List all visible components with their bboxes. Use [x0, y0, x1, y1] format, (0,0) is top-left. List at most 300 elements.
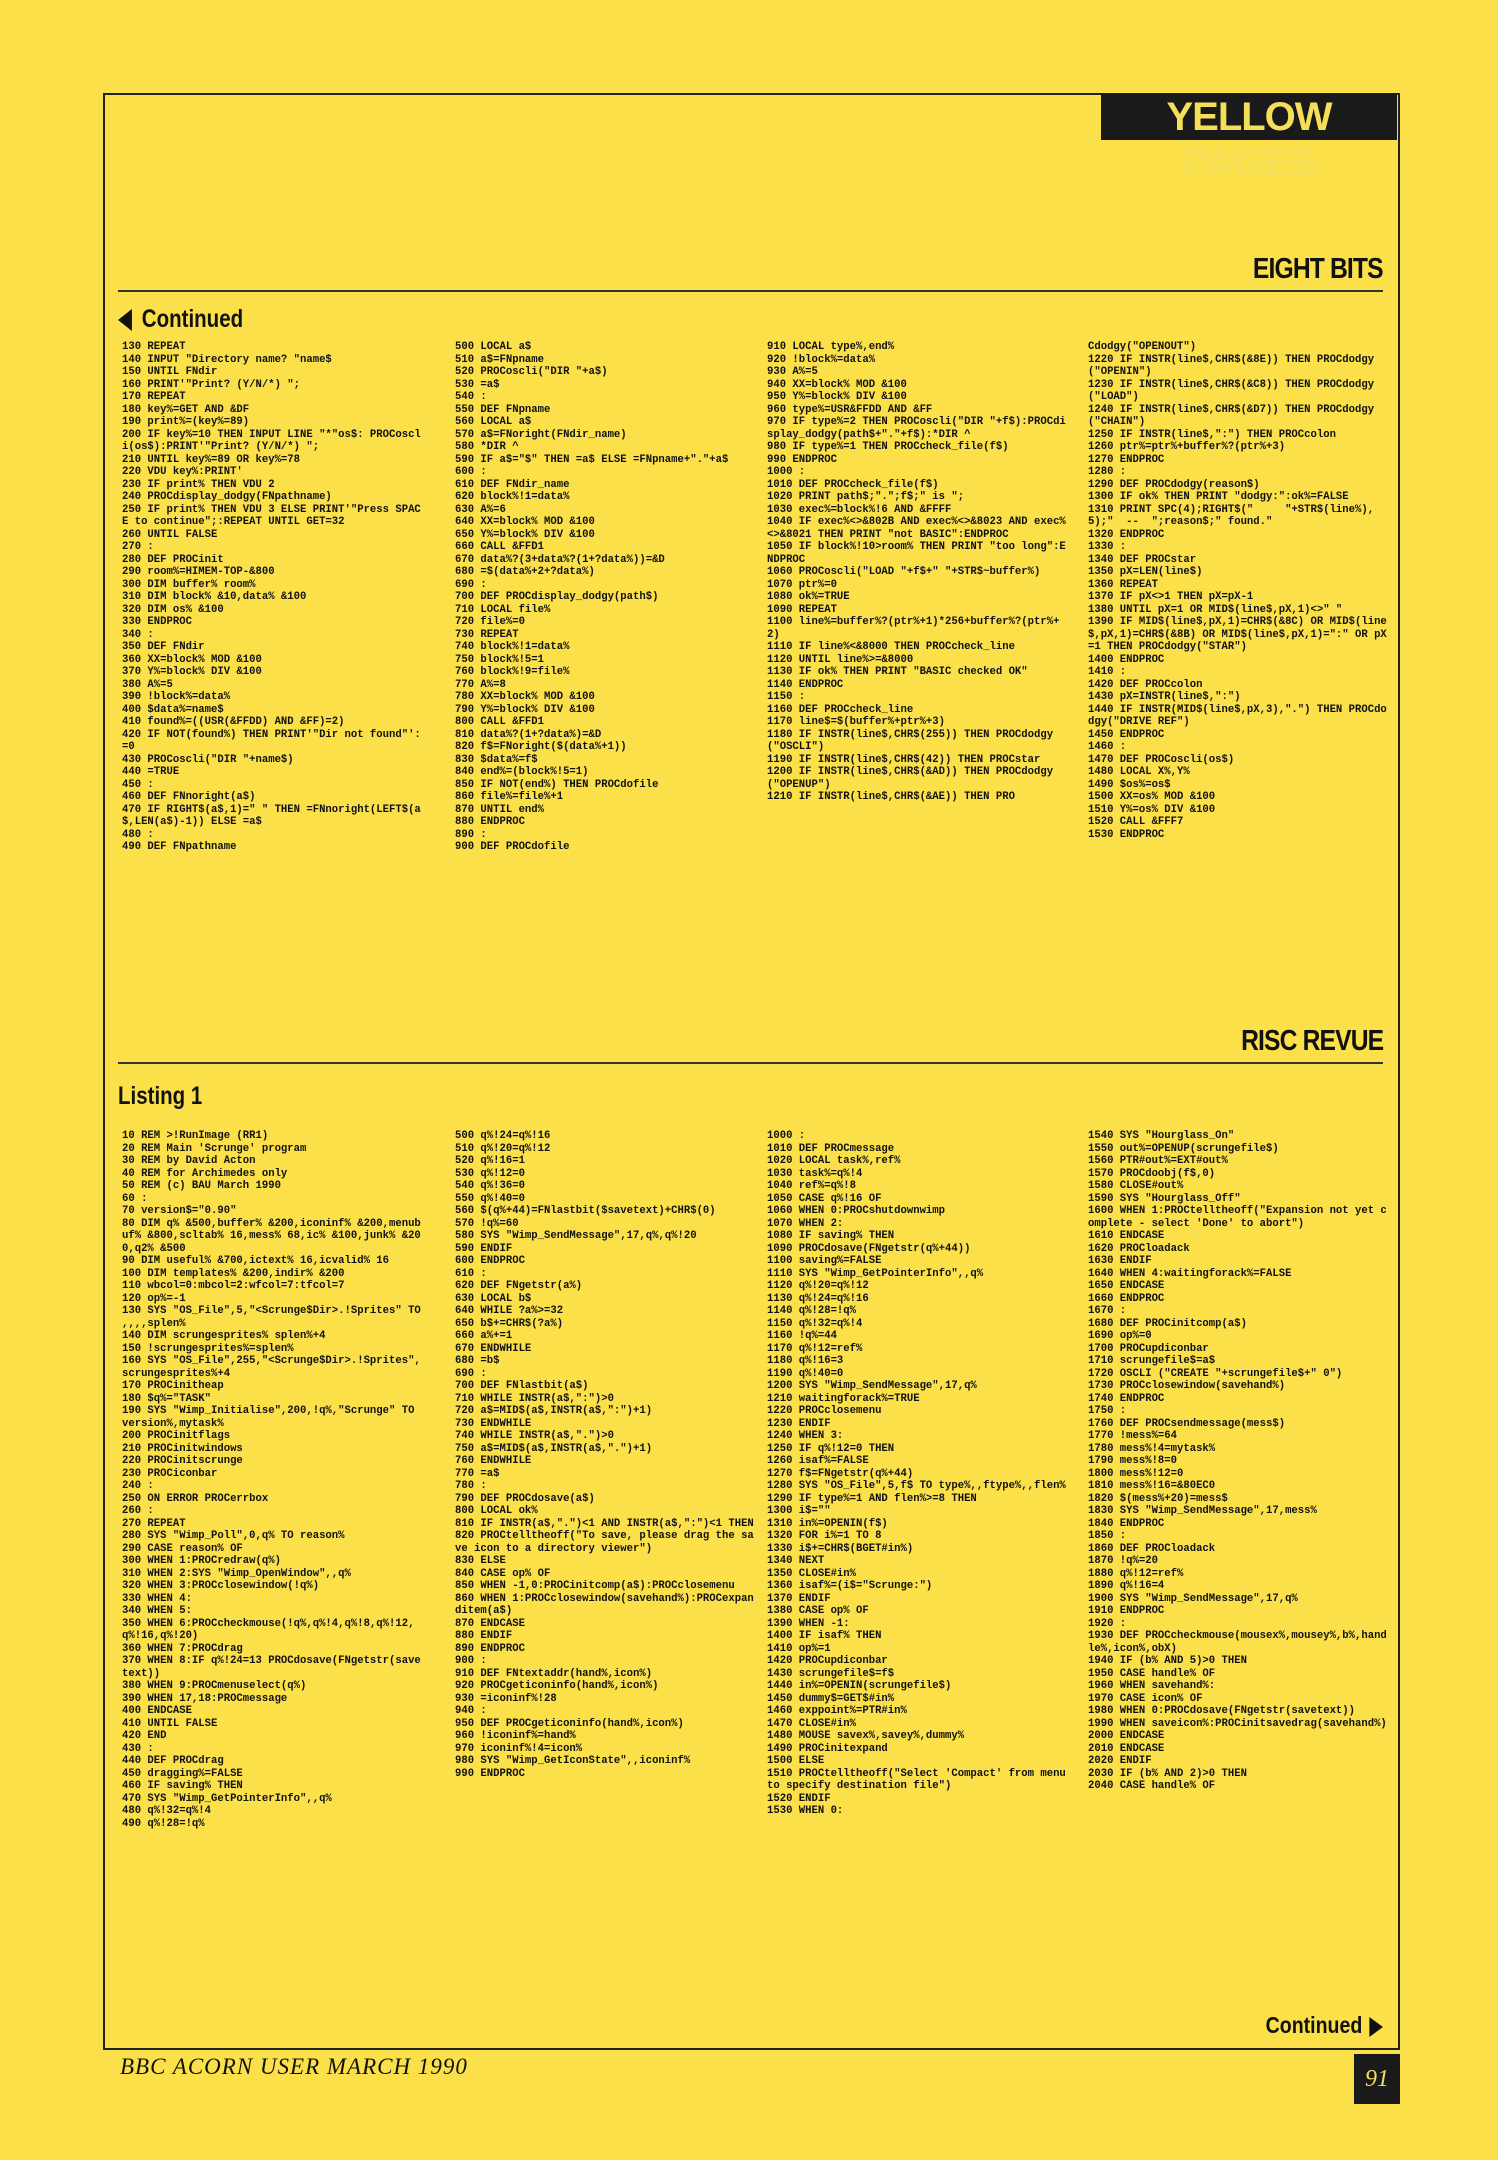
code-line: 1840 ENDPROC [1088, 1517, 1165, 1530]
code-line: 1410 : [1088, 666, 1127, 678]
code-line: 180 key%=GET AND &DF [122, 403, 250, 416]
code-line: 1080 ok%=TRUE [767, 591, 850, 603]
code-line: 790 DEF PROCdosave(a$) [455, 1492, 595, 1505]
code-line: 1510 Y%=os% DIV &100 [1088, 803, 1216, 816]
code-line: 1210 waitingforack%=TRUE [767, 1392, 920, 1405]
code-line: 490 q%!28=!q% [122, 1817, 205, 1830]
code-line: 390 !block%=data% [122, 691, 231, 703]
code-line: 890 : [455, 828, 487, 841]
code-line: 1180 IF INSTR(line$,CHR$(255)) THEN PROCdodgy("OSCLI") [767, 728, 1054, 753]
listing-heading: Listing 1 [118, 1082, 203, 1110]
code-line: 1880 q%!12=ref% [1088, 1567, 1184, 1580]
code-line: 400 $data%=name$ [122, 703, 224, 716]
continued-footer [1266, 2012, 1383, 2039]
code-line: 430 : [122, 1742, 154, 1755]
code-line: 570 a$=FNoright(FNdir_name) [455, 428, 627, 441]
code-line: 740 block%!1=data% [455, 641, 570, 653]
code-line: 1930 DEF PROCcheckmouse(mousex%,mousey%,b%,handle%,icon%,obX) [1088, 1630, 1387, 1655]
code-line: 330 ENDPROC [122, 616, 192, 628]
code-line: 1440 IF INSTR(MID$(line$,pX,3),".") THEN PROCdodgy("DRIVE REF") [1088, 703, 1387, 728]
code-line: 1190 q%!40=0 [767, 1367, 844, 1380]
code-line: 650 Y%=block% DIV &100 [455, 528, 595, 541]
code-line: 720 file%=0 [455, 616, 525, 628]
code-line: 1080 IF saving% THEN [767, 1230, 895, 1242]
code-line: 300 DIM buffer% room% [122, 578, 256, 591]
code-line: 1280 : [1088, 466, 1127, 478]
code-line: 930 =iconinf%!28 [455, 1692, 557, 1705]
code-line: 1200 IF INSTR(line$,CHR$(&AD)) THEN PROCdodgy("OPENUP") [767, 766, 1054, 791]
code-line: 1370 IF pX<>1 THEN pX=pX-1 [1088, 591, 1254, 603]
code-line: 150 !scrungesprites%=splen% [122, 1342, 294, 1355]
code-line: 1040 ref%=q%!8 [767, 1180, 857, 1192]
code-line: 1660 ENDPROC [1088, 1292, 1165, 1305]
code-line: 140 INPUT "Directory name? "name$ [122, 353, 332, 366]
code-column-rr-2 [455, 1130, 760, 2010]
code-line: 1750 : [1088, 1405, 1127, 1417]
code-line: 360 WHEN 7:PROCdrag [122, 1642, 243, 1655]
code-line: 1920 : [1088, 1617, 1127, 1630]
code-line: 2020 ENDIF [1088, 1755, 1152, 1767]
code-line: 180 $q%="TASK" [122, 1392, 212, 1405]
code-line: 1130 q%!24=q%!16 [767, 1292, 869, 1305]
code-line: 1470 CLOSE#in% [767, 1717, 857, 1730]
code-line: 1810 mess%!16=&80EC0 [1088, 1480, 1216, 1492]
code-line: 10 REM >!RunImage (RR1) [122, 1130, 269, 1142]
code-line: 1220 PROCclosemenu [767, 1405, 882, 1417]
code-line: 1820 $(mess%+20)=mess$ [1088, 1492, 1228, 1505]
code-line: 120 op%=-1 [122, 1292, 186, 1305]
code-line: 550 q%!40=0 [455, 1192, 525, 1205]
code-line: 930 A%=5 [767, 366, 818, 378]
code-column-rr-3 [767, 1130, 1072, 2010]
code-line: 260 : [122, 1505, 154, 1517]
code-line: 130 REPEAT [122, 341, 186, 353]
code-line: 730 ENDWHILE [455, 1417, 532, 1430]
code-line: 1390 WHEN -1: [767, 1617, 850, 1630]
code-line: 350 WHEN 6:PROCcheckmouse(!q%,q%!4,q%!8,q%!12,q%!16,q%!20) [122, 1617, 415, 1642]
code-line: 900 DEF PROCdofile [455, 841, 570, 853]
code-line: 700 DEF PROCdisplay_dodgy(path$) [455, 591, 659, 603]
code-line: 250 IF print% THEN VDU 3 ELSE PRINT'"Press SPACE to continue";:REPEAT UNTIL GET=32 [122, 503, 421, 528]
code-line: 1210 IF INSTR(line$,CHR$(&AE)) THEN PRO [767, 791, 1015, 803]
code-line: 760 ENDWHILE [455, 1455, 532, 1467]
code-line: 320 WHEN 3:PROCclosewindow(!q%) [122, 1580, 320, 1592]
code-line: 790 Y%=block% DIV &100 [455, 703, 595, 716]
code-line: 170 REPEAT [122, 391, 186, 403]
code-line: 610 : [455, 1267, 487, 1280]
code-line: 230 IF print% THEN VDU 2 [122, 478, 275, 491]
code-line: 1170 q%!12=ref% [767, 1342, 863, 1355]
code-line: 640 XX=block% MOD &100 [455, 516, 595, 528]
code-line: 920 !block%=data% [767, 353, 876, 366]
code-line: 1340 NEXT [767, 1555, 825, 1567]
code-line: 1400 ENDPROC [1088, 653, 1165, 666]
code-line: 1270 ENDPROC [1088, 453, 1165, 466]
code-line: 1380 UNTIL pX=1 OR MID$(line$,pX,1)<>" " [1088, 603, 1343, 616]
code-line: 1580 CLOSE#out% [1088, 1180, 1184, 1192]
continued-footer-label: Continued [1265, 2012, 1363, 2038]
code-line: 620 DEF FNgetstr(a%) [455, 1280, 583, 1292]
code-line: 1150 : [767, 691, 806, 703]
code-line: 1530 ENDPROC [1088, 828, 1165, 841]
code-line: 220 PROCinitscrunge [122, 1455, 243, 1467]
code-line: 700 DEF FNlastbit(a$) [455, 1380, 589, 1392]
code-line: 1450 ENDPROC [1088, 728, 1165, 741]
section-rule-bottom [118, 1062, 1383, 1064]
code-line: 1160 !q%=44 [767, 1330, 837, 1342]
code-line: 350 DEF FNdir [122, 641, 205, 653]
code-line: 1760 DEF PROCsendmessage(mess$) [1088, 1417, 1286, 1430]
code-line: 80 DIM q% &500,buffer% &200,iconinf% &200,menubuf% &800,scltab% 16,mess% 68,ic% &100,junk% &200,q2% &500 [122, 1217, 421, 1255]
section-rule-top [118, 290, 1383, 292]
code-line: 480 q%!32=q%!4 [122, 1805, 212, 1817]
code-line: 1680 DEF PROCinitcomp(a$) [1088, 1317, 1247, 1330]
code-line: 280 SYS "Wimp_Poll",0,q% TO reason% [122, 1530, 345, 1542]
code-line: 280 DEF PROCinit [122, 553, 224, 566]
code-line: 1380 CASE op% OF [767, 1605, 869, 1617]
code-line: 830 $data%=f$ [455, 753, 538, 766]
code-line: 1020 LOCAL task%,ref% [767, 1155, 901, 1167]
code-line: 270 : [122, 541, 154, 553]
continued-label: Continued [141, 305, 244, 333]
code-line: 1420 DEF PROCcolon [1088, 678, 1203, 691]
code-line: 680 =$(data%+2+?data%) [455, 566, 595, 578]
code-line: 1070 ptr%=0 [767, 578, 837, 591]
code-line: 60 : [122, 1192, 148, 1205]
code-line: 1230 IF INSTR(line$,CHR$(&C8)) THEN PROCdodgy("LOAD") [1088, 378, 1375, 403]
section-heading-risc-revue: RISC REVUE [1240, 1025, 1383, 1057]
code-line: 1310 PRINT SPC(4);RIGHT$(" "+STR$(line%),5);" -- ";reason$;" found." [1088, 503, 1375, 528]
code-line: 220 VDU key%:PRINT' [122, 466, 243, 478]
code-line: 850 WHEN -1,0:PROCinitcomp(a$):PROCclosemenu [455, 1580, 735, 1592]
code-line: 130 SYS "OS_File",5,"<Scrunge$Dir>.!Sprites" TO ,,,,splen% [122, 1305, 427, 1330]
code-line: 540 : [455, 391, 487, 403]
code-line: 920 PROCgeticoninfo(hand%,icon%) [455, 1680, 659, 1692]
code-line: 600 ENDPROC [455, 1255, 525, 1267]
code-line: 1720 OSCLI ("CREATE "+scrungefile$+" 0") [1088, 1367, 1343, 1380]
code-line: 1800 mess%!12=0 [1088, 1467, 1184, 1480]
code-line: 880 ENDPROC [455, 816, 525, 828]
code-line: 490 DEF FNpathname [122, 841, 237, 853]
code-line: 290 CASE reason% OF [122, 1542, 243, 1555]
code-line: 630 A%=6 [455, 503, 506, 516]
code-line: 1100 line%=buffer%?(ptr%+1)*256+buffer%?(ptr%+2) [767, 616, 1060, 641]
code-line: 710 WHILE INSTR(a$,":")>0 [455, 1392, 614, 1405]
code-line: 450 : [122, 778, 154, 791]
code-line: 1410 op%=1 [767, 1642, 831, 1655]
code-line: 670 data%?(3+data%?(1+?data%))=&D [455, 553, 665, 566]
code-line: 1540 SYS "Hourglass_On" [1088, 1130, 1235, 1142]
code-line: 1910 ENDPROC [1088, 1605, 1165, 1617]
code-line: 1390 IF MID$(line$,pX,1)=CHR$(&8C) OR MID$(line$,pX,1)=CHR$(&8B) OR MID$(line$,pX,1)=":" OR pX=1 THEN PROCdodgy("STAR") [1088, 616, 1387, 653]
code-line: 1890 q%!16=4 [1088, 1580, 1165, 1592]
code-line: 110 wbcol=0:mbcol=2:wfcol=7:tfcol=7 [122, 1280, 345, 1292]
code-line: 1040 IF exec%<>&802B AND exec%<>&8023 AND exec%<>&8021 THEN PRINT "not BASIC":ENDPROC [767, 516, 1066, 541]
code-line: 1490 $os%=os$ [1088, 778, 1171, 791]
code-line: 1610 ENDCASE [1088, 1230, 1165, 1242]
code-line: 310 WHEN 2:SYS "Wimp_OpenWindow",,q% [122, 1567, 351, 1580]
code-line: 1300 IF ok% THEN PRINT "dodgy:":ok%=FALSE [1088, 491, 1349, 503]
code-line: 1950 CASE handle% OF [1088, 1667, 1216, 1680]
code-line: 1290 IF type%=1 AND flen%>=8 THEN [767, 1492, 977, 1505]
code-column-eb-1 [122, 341, 427, 996]
code-line: 800 LOCAL ok% [455, 1505, 538, 1517]
code-line: 470 SYS "Wimp_GetPointerInfo",,q% [122, 1792, 332, 1805]
code-line: 1360 isaf%=(i$="Scrunge:") [767, 1580, 933, 1592]
code-line: 1090 PROCdosave(FNgetstr(q%+44)) [767, 1242, 971, 1255]
code-line: 1060 WHEN 0:PROCshutdownwimp [767, 1205, 946, 1217]
code-line: 810 data%?(1+?data%)=&D [455, 728, 602, 741]
code-line: 960 !iconinf%=hand% [455, 1730, 576, 1742]
yellow-pages-banner: YELLOW PAGES [1101, 94, 1397, 140]
code-line: 360 XX=block% MOD &100 [122, 653, 262, 666]
code-line: 1110 IF line%<&8000 THEN PROCcheck_line [767, 641, 1015, 653]
code-line: 1020 PRINT path$;".";f$;" is "; [767, 491, 965, 503]
code-line: 1630 ENDIF [1088, 1255, 1152, 1267]
code-line: 190 print%=(key%=89) [122, 416, 250, 428]
code-line: 520 q%!16=1 [455, 1155, 525, 1167]
code-line: 1090 REPEAT [767, 603, 837, 616]
code-line: 2010 ENDCASE [1088, 1742, 1165, 1755]
code-line: 20 REM Main 'Scrunge' program [122, 1142, 307, 1155]
code-line: 1480 MOUSE savex%,savey%,dummy% [767, 1730, 965, 1742]
code-line: 980 SYS "Wimp_GetIconState",,iconinf% [455, 1755, 691, 1767]
code-line: 1990 WHEN saveicon%:PROCinitsavedrag(savehand%) [1088, 1717, 1387, 1730]
code-line: 580 *DIR ^ [455, 441, 519, 453]
code-line: 230 PROCiconbar [122, 1467, 218, 1480]
code-line: 1360 REPEAT [1088, 578, 1158, 591]
code-line: 600 : [455, 466, 487, 478]
code-line: 440 DEF PROCdrag [122, 1755, 224, 1767]
code-line: 1690 op%=0 [1088, 1330, 1152, 1342]
code-line: 1050 CASE q%!16 OF [767, 1192, 882, 1205]
code-line: 1280 SYS "OS_File",5,f$ TO type%,,ftype%,,flen% [767, 1480, 1066, 1492]
code-line: 40 REM for Archimedes only [122, 1167, 288, 1180]
code-line: 1320 FOR i%=1 TO 8 [767, 1530, 882, 1542]
code-line: 870 ENDCASE [455, 1617, 525, 1630]
code-line: 860 WHEN 1:PROCclosewindow(savehand%):PROCexpanditem(a$) [455, 1592, 754, 1617]
code-line: 1330 : [1088, 541, 1127, 553]
code-line: 1140 ENDPROC [767, 678, 844, 691]
code-column-eb-4 [1088, 341, 1393, 996]
code-line: 1070 WHEN 2: [767, 1217, 844, 1230]
code-line: 240 PROCdisplay_dodgy(FNpathname) [122, 491, 332, 503]
code-line: 690 : [455, 578, 487, 591]
code-line: 1780 mess%!4=mytask% [1088, 1442, 1216, 1455]
code-line: 860 file%=file%+1 [455, 791, 564, 803]
arrow-left-icon [118, 309, 132, 331]
code-line: 740 WHILE INSTR(a$,".")>0 [455, 1430, 614, 1442]
code-line: 800 CALL &FFD1 [455, 716, 545, 728]
section-heading-eight-bits: EIGHT BITS [1253, 253, 1383, 285]
code-line: 1430 pX=INSTR(line$,":") [1088, 691, 1241, 703]
code-line: 50 REM (c) BAU March 1990 [122, 1180, 281, 1192]
code-line: 640 WHILE ?a%>=32 [455, 1305, 564, 1317]
code-line: 1520 CALL &FFF7 [1088, 816, 1184, 828]
code-line: 250 ON ERROR PROCerrbox [122, 1492, 269, 1505]
code-line: 1650 ENDCASE [1088, 1280, 1165, 1292]
code-line: 1830 SYS "Wimp_SendMessage",17,mess% [1088, 1505, 1317, 1517]
code-column-rr-4 [1088, 1130, 1393, 2010]
code-line: 1570 PROCdoobj(f$,0) [1088, 1167, 1216, 1180]
code-line: 620 block%!1=data% [455, 491, 570, 503]
code-line: 460 DEF FNnoright(a$) [122, 791, 256, 803]
code-line: 420 IF NOT(found%) THEN PRINT'"Dir not found"':=0 [122, 728, 421, 753]
arrow-right-icon [1369, 2017, 1383, 2037]
code-line: 1010 DEF PROCmessage [767, 1142, 895, 1155]
code-line: 1640 WHEN 4:waitingforack%=FALSE [1088, 1267, 1292, 1280]
code-line: 1620 PROCloadack [1088, 1242, 1190, 1255]
code-line: 100 DIM templates% &200,indir% &200 [122, 1267, 345, 1280]
code-line: 730 REPEAT [455, 628, 519, 641]
code-line: 900 : [455, 1655, 487, 1667]
code-line: 380 WHEN 9:PROCmenuselect(q%) [122, 1680, 307, 1692]
code-line: 240 : [122, 1480, 154, 1492]
code-line: 990 ENDPROC [767, 453, 837, 466]
code-line: 1350 pX=LEN(line$) [1088, 566, 1203, 578]
code-line: 1200 SYS "Wimp_SendMessage",17,q% [767, 1380, 977, 1392]
code-line: 750 block%!5=1 [455, 653, 545, 666]
code-line: 1860 DEF PROCloadack [1088, 1542, 1216, 1555]
code-line: 1710 scrungefile$=a$ [1088, 1355, 1216, 1367]
code-line: 410 found%=((USR(&FFDD) AND &FF)=2) [122, 716, 345, 728]
code-line: 1850 : [1088, 1530, 1127, 1542]
code-line: 970 iconinf%!4=icon% [455, 1742, 583, 1755]
code-line: 880 ENDIF [455, 1630, 513, 1642]
code-line: 450 dragging%=FALSE [122, 1767, 243, 1780]
code-line: 1440 in%=OPENIN(scrungefile$) [767, 1680, 952, 1692]
code-line: 1430 scrungefile$=f$ [767, 1667, 895, 1680]
code-line: 1700 PROCupdiconbar [1088, 1342, 1209, 1355]
code-line: 430 PROCoscli("DIR "+name$) [122, 753, 294, 766]
code-line: 760 block%!9=file% [455, 666, 570, 678]
code-line: 850 IF NOT(end%) THEN PROCdofile [455, 778, 659, 791]
code-line: 1290 DEF PROCdodgy(reason$) [1088, 478, 1260, 491]
code-line: 330 WHEN 4: [122, 1592, 192, 1605]
code-line: 1740 ENDPROC [1088, 1392, 1165, 1405]
code-line: 1770 !mess%=64 [1088, 1430, 1178, 1442]
code-line: 270 REPEAT [122, 1517, 186, 1530]
code-line: 170 PROCinitheap [122, 1380, 224, 1392]
code-line: 1590 SYS "Hourglass_Off" [1088, 1192, 1241, 1205]
code-line: 1030 task%=q%!4 [767, 1167, 863, 1180]
code-column-eb-3 [767, 341, 1072, 996]
code-line: 1520 ENDIF [767, 1792, 831, 1805]
code-line: 950 Y%=block% DIV &100 [767, 391, 907, 403]
code-line: 680 =b$ [455, 1355, 500, 1367]
code-line: 500 q%!24=q%!16 [455, 1130, 551, 1142]
code-line: 2040 CASE handle% OF [1088, 1780, 1216, 1792]
code-line: 370 WHEN 8:IF q%!24=13 PROCdosave(FNgetstr(savetext)) [122, 1655, 421, 1680]
code-line: 560 LOCAL a$ [455, 416, 532, 428]
code-line: 460 IF saving% THEN [122, 1780, 243, 1792]
code-line: 1260 ptr%=ptr%+buffer%?(ptr%+3) [1088, 441, 1286, 453]
code-line: 590 IF a$="$" THEN =a$ ELSE =FNpname+"."+a$ [455, 453, 729, 466]
code-column-eb-2 [455, 341, 760, 996]
code-line: 340 : [122, 628, 154, 641]
code-line: 1050 IF block%!10>room% THEN PRINT "too long":ENDPROC [767, 541, 1066, 566]
code-line: 30 REM by David Acton [122, 1155, 256, 1167]
code-line: 750 a$=MID$(a$,INSTR(a$,".")+1) [455, 1442, 653, 1455]
code-line: 830 ELSE [455, 1555, 506, 1567]
code-line: 210 UNTIL key%=89 OR key%=78 [122, 453, 301, 466]
code-line: 840 CASE op% OF [455, 1567, 551, 1580]
code-line: 1980 WHEN 0:PROCdosave(FNgetstr(savetext)) [1088, 1705, 1356, 1717]
code-line: 90 DIM useful% &700,ictext% 16,icvalid% 16 [122, 1255, 390, 1267]
code-line: 370 Y%=block% DIV &100 [122, 666, 262, 678]
code-line: Cdodgy("OPENOUT") [1088, 341, 1197, 353]
code-line: 420 END [122, 1730, 167, 1742]
magazine-footer: BBC ACORN USER MARCH 1990 [120, 2054, 468, 2079]
code-line: 810 IF INSTR(a$,".")<1 AND INSTR(a$,":")<1 THEN [455, 1517, 754, 1530]
code-line: 1130 IF ok% THEN PRINT "BASIC checked OK" [767, 666, 1028, 678]
code-line: 1500 XX=os% MOD &100 [1088, 791, 1216, 803]
code-line: 1030 exec%=block%!6 AND &FFFF [767, 503, 952, 516]
continued-heading [118, 305, 243, 334]
code-line: 510 a$=FNpname [455, 353, 545, 366]
code-line: 1220 IF INSTR(line$,CHR$(&8E)) THEN PROCdodgy("OPENIN") [1088, 353, 1375, 378]
code-line: 390 WHEN 17,18:PROCmessage [122, 1692, 288, 1705]
code-line: 1000 : [767, 466, 806, 478]
code-line: 1270 f$=FNgetstr(q%+44) [767, 1467, 914, 1480]
code-line: 1460 : [1088, 741, 1127, 753]
code-line: 1240 WHEN 3: [767, 1430, 844, 1442]
code-line: 1060 PROCoscli("LOAD "+f$+" "+STR$~buffer%) [767, 566, 1041, 578]
code-line: 1530 WHEN 0: [767, 1805, 844, 1817]
code-line: 570 !q%=60 [455, 1217, 519, 1230]
code-line: 580 SYS "Wimp_SendMessage",17,q%,q%!20 [455, 1230, 697, 1242]
code-line: 910 LOCAL type%,end% [767, 341, 895, 353]
code-line: 560 $(q%+44)=FNlastbit($savetext)+CHR$(0) [455, 1205, 716, 1217]
code-line: 1900 SYS "Wimp_SendMessage",17,q% [1088, 1592, 1298, 1605]
code-line: 1370 ENDIF [767, 1592, 831, 1605]
code-line: 1730 PROCclosewindow(savehand%) [1088, 1380, 1286, 1392]
code-line: 550 DEF FNpname [455, 403, 551, 416]
code-line: 1140 q%!28=!q% [767, 1305, 857, 1317]
code-line: 300 WHEN 1:PROCredraw(q%) [122, 1555, 281, 1567]
code-line: 190 SYS "Wimp_Initialise",200,!q%,"Scrunge" TO version%,mytask% [122, 1405, 421, 1430]
code-line: 840 end%=(block%!5=1) [455, 766, 589, 778]
code-line: 210 PROCinitwindows [122, 1442, 243, 1455]
code-line: 770 A%=8 [455, 678, 506, 691]
code-line: 940 XX=block% MOD &100 [767, 378, 907, 391]
code-line: 1150 q%!32=q%!4 [767, 1317, 863, 1330]
code-line: 720 a$=MID$(a$,INSTR(a$,":")+1) [455, 1405, 653, 1417]
code-line: 260 UNTIL FALSE [122, 528, 218, 541]
code-line: 1170 line$=$(buffer%+ptr%+3) [767, 716, 946, 728]
code-line: 530 q%!12=0 [455, 1167, 525, 1180]
code-line: 70 version$="0.90" [122, 1205, 237, 1217]
code-line: 160 PRINT'"Print? (Y/N/*) "; [122, 378, 301, 391]
code-line: 1510 PROCtelltheoff("Select 'Compact' from menu to specify destination file") [767, 1767, 1072, 1792]
code-line: 1110 SYS "Wimp_GetPointerInfo",,q% [767, 1267, 984, 1280]
code-line: 1330 i$+=CHR$(BGET#in%) [767, 1542, 914, 1555]
code-line: 690 : [455, 1367, 487, 1380]
code-line: 1250 IF q%!12=0 THEN [767, 1442, 895, 1455]
code-line: 290 room%=HIMEM-TOP-&800 [122, 566, 275, 578]
code-line: 470 IF RIGHT$(a$,1)=" " THEN =FNnoright(LEFT$(a$,LEN(a$)-1)) ELSE =a$ [122, 803, 421, 828]
code-line: 480 : [122, 828, 154, 841]
code-line: 870 UNTIL end% [455, 803, 545, 816]
code-line: 1100 saving%=FALSE [767, 1255, 882, 1267]
code-line: 670 ENDWHILE [455, 1342, 532, 1355]
code-line: 660 CALL &FFD1 [455, 541, 545, 553]
page-number: 91 [1354, 2054, 1400, 2104]
code-line: 1180 q%!16=3 [767, 1355, 844, 1367]
code-line: 1320 ENDPROC [1088, 528, 1165, 541]
code-line: 1500 ELSE [767, 1755, 825, 1767]
code-line: 1120 q%!20=q%!12 [767, 1280, 869, 1292]
